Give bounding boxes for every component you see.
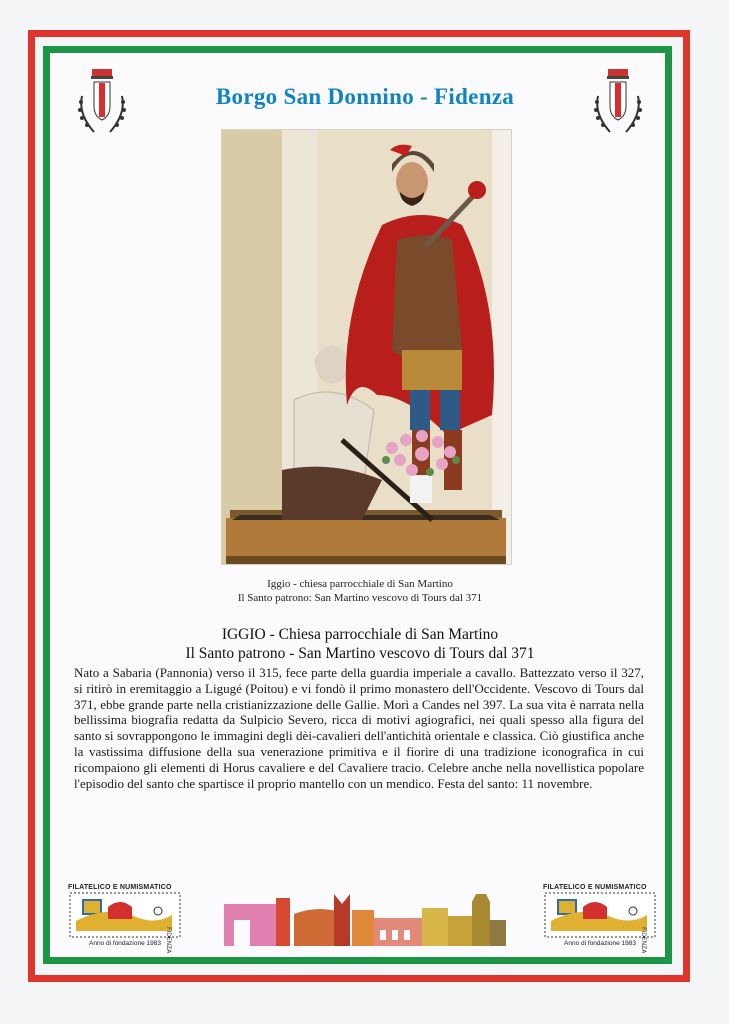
svg-text:FIDENZA: FIDENZA: [640, 927, 647, 954]
philatelic-club-logo-left: [68, 884, 182, 952]
article-body: Nato a Sabaria (Pannonia) verso il 315, fece parte della guardia imperiale a cavallo. Battezzato verso il 327, si ritirò in eremitaggio a Ligugé (Poitou) e vi fondò il primo monastero dell'Occidente. Vescovo di Tours dal 371, ebbe grande parte nella cristianizzazione delle Gallie. Morì a Candes nel 397. La sua vita è narrata nella bellissima biografia redatta da Sulpicio Severo, ricca di motivi agiografici, nei quali spesso alla figura del santo si sovrappongono le immagini degli dèi-cavalieri dell'antichità orientale e classica. Ciò giustifica anche la vastissima diffusione della sua venerazione primitiva e il fiorire di una tradizione iconografica in cui ricompaiono gli elementi di Horus cavaliere e del Cavaliere tracio. Celebre anche nella novellistica popolare l'episodio del santo che spartisce il proprio mantello con un mendico. Festa del santo: 11 novembre.: [74, 665, 644, 791]
logo-bottom-text: Anno di fondazione 1983: [89, 940, 161, 947]
article-heading: [100, 625, 620, 663]
logo-top-text: FILATELICO E NUMISMATICO: [68, 884, 172, 891]
fidenza-skyline-icon: [224, 890, 506, 948]
logo-top-text: FILATELICO E NUMISMATICO: [543, 884, 647, 891]
page-title: Borgo San Donnino - Fidenza: [215, 84, 515, 109]
svg-text:FIDENZA: FIDENZA: [165, 927, 172, 954]
logo-bottom-text: Anno di fondazione 1983: [564, 940, 636, 947]
statue-photo: [222, 130, 511, 564]
left-crest-icon: [72, 66, 132, 142]
photo-caption: [150, 577, 570, 605]
philatelic-club-logo-right: [543, 884, 657, 952]
caption-line-2: Il Santo patrono: San Martino vescovo di Tours dal 371: [237, 592, 483, 604]
heading-line-1: IGGIO - Chiesa parrocchiale di San Martino: [221, 626, 499, 643]
heading-line-2: Il Santo patrono - San Martino vescovo di Tours dal 371: [185, 645, 535, 662]
right-crest-icon: [588, 66, 648, 142]
caption-line-1: Iggio - chiesa parrocchiale di San Martino: [267, 578, 453, 590]
